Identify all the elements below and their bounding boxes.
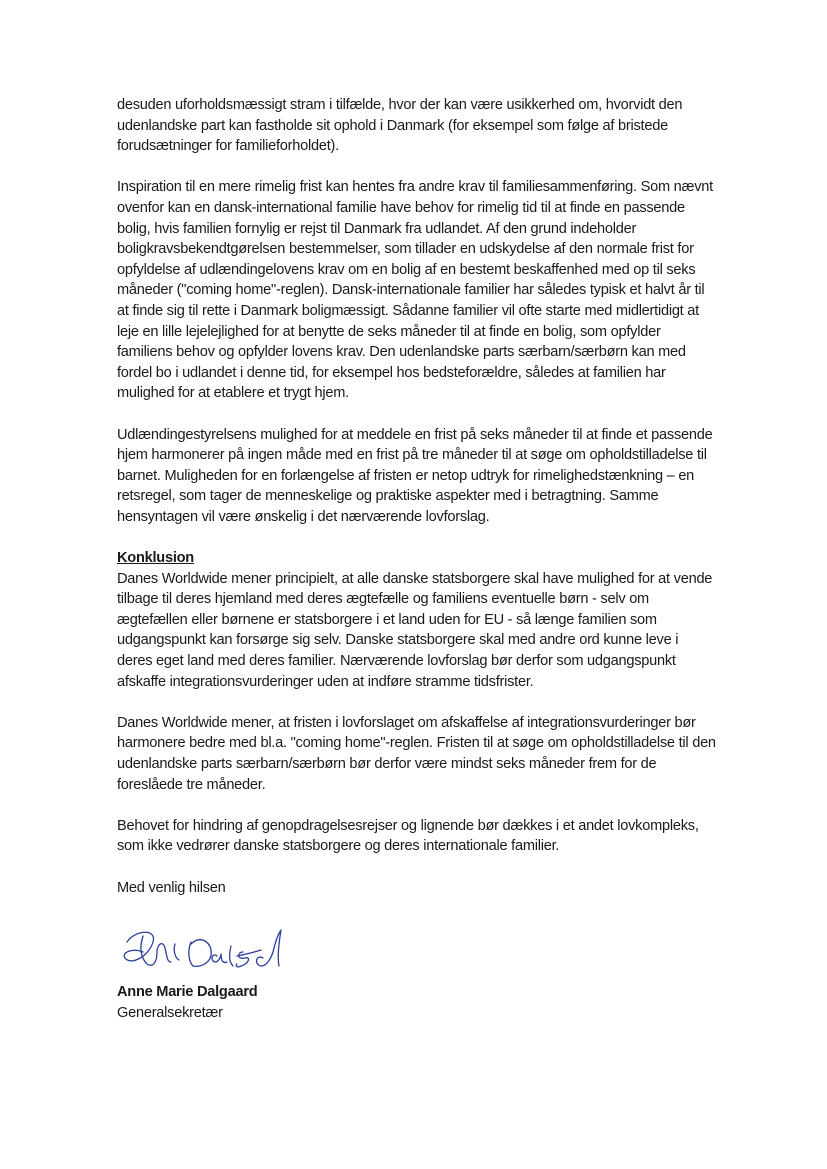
signer-title: Generalsekretær	[117, 1004, 223, 1021]
handwritten-signature	[113, 922, 293, 982]
conclusion-paragraph-principle: Danes Worldwide mener principielt, at alle danske statsborgere skal have mulighed for at vende tilbage til deres hjemland med deres ægtefælle og familiens eventuelle børn - selv om ægtefællen eller børnene er statsborgere i et land uden for EU - så længe familien som udgangspunkt kan forsørge sig selv. Danske statsborgere skal med andre ord kunne leve i deres eget land med deres familier. Nærværende lovforslag bør derfor som udgangspunkt afskaffe integrationsvurderinger uden at indføre stramme tidsfrister.	[117, 570, 713, 690]
letter-body	[117, 95, 717, 1023]
conclusion-heading: Konklusion	[117, 550, 194, 567]
paragraph-intro: desuden uforholdsmæssigt stram i tilfælde, hvor der kan være usikkerhed om, hvorvidt den udenlandske part kan fastholde sit ophold i Danmark (for eksempel som følge af bristede forudsætninger for familieforholdet).	[117, 97, 683, 155]
conclusion-paragraph-deadline: Danes Worldwide mener, at fristen i lovforslaget om afskaffelse af integrationsvurderinger bør harmonere bedre med bl.a. "coming home"-reglen. Fristen til at søge om opholdstilladelse til den udenlandske parts særbarn/særbørn bør derfor være mindst seks måneder frem for de foreslåede tre måneder.	[117, 714, 716, 793]
conclusion-paragraph-other-legislation: Behovet for hindring af genopdragelsesrejser og lignende bør dækkes i et andet lovkompleks, som ikke vedrører danske statsborgere og deres internationale familier.	[117, 817, 699, 855]
paragraph-deadline: Udlændingestyrelsens mulighed for at meddele en frist på seks måneder til at finde et passende hjem harmonerer på ingen måde med en frist på tre måneder til at søge om opholdstilladelse til barnet. Muligheden for en forlængelse af fristen er netop udtryk for rimelighedstænkning – en retsregel, som tager de menneskelige og praktiske aspekter med i betragtning. Samme hensyntagen vil være ønskelig i det nærværende lovforslag.	[117, 426, 713, 525]
paragraph-inspiration: Inspiration til en mere rimelig frist kan hentes fra andre krav til familiesammenføring. Som nævnt ovenfor kan en dansk-international familie have behov for rimelig tid til at finde en passende bolig, hvis familien fornylig er rejst til Danmark fra udlandet. Af den grund indeholder boligkravsbekendtgørelsen bestemmelser, som tillader en udskydelse af den normale frist for opfyldelse af udlændingelovens krav om en bolig af en bestemt beskaffenhed med op til seks måneder ("coming home"-reglen). Dansk-internationale familier har således typisk et halvt år til at finde sig til rette i Danmark boligmæssigt. Sådanne familier vil ofte starte med midlertidigt at leje en lille lejelejlighed for at benytte de seks måneder til at finde en bolig, som opfylder familiens behov og opfylder lovens krav. Den udenlandske parts særbarn/særbørn kan med fordel bo i udlandet i denne tid, for eksempel hos bedsteforældre, således at familien har mulighed for at etablere et trygt hjem.	[117, 179, 713, 402]
closing-salutation: Med venlig hilsen	[117, 879, 226, 896]
signer-name: Anne Marie Dalgaard	[117, 984, 258, 1001]
